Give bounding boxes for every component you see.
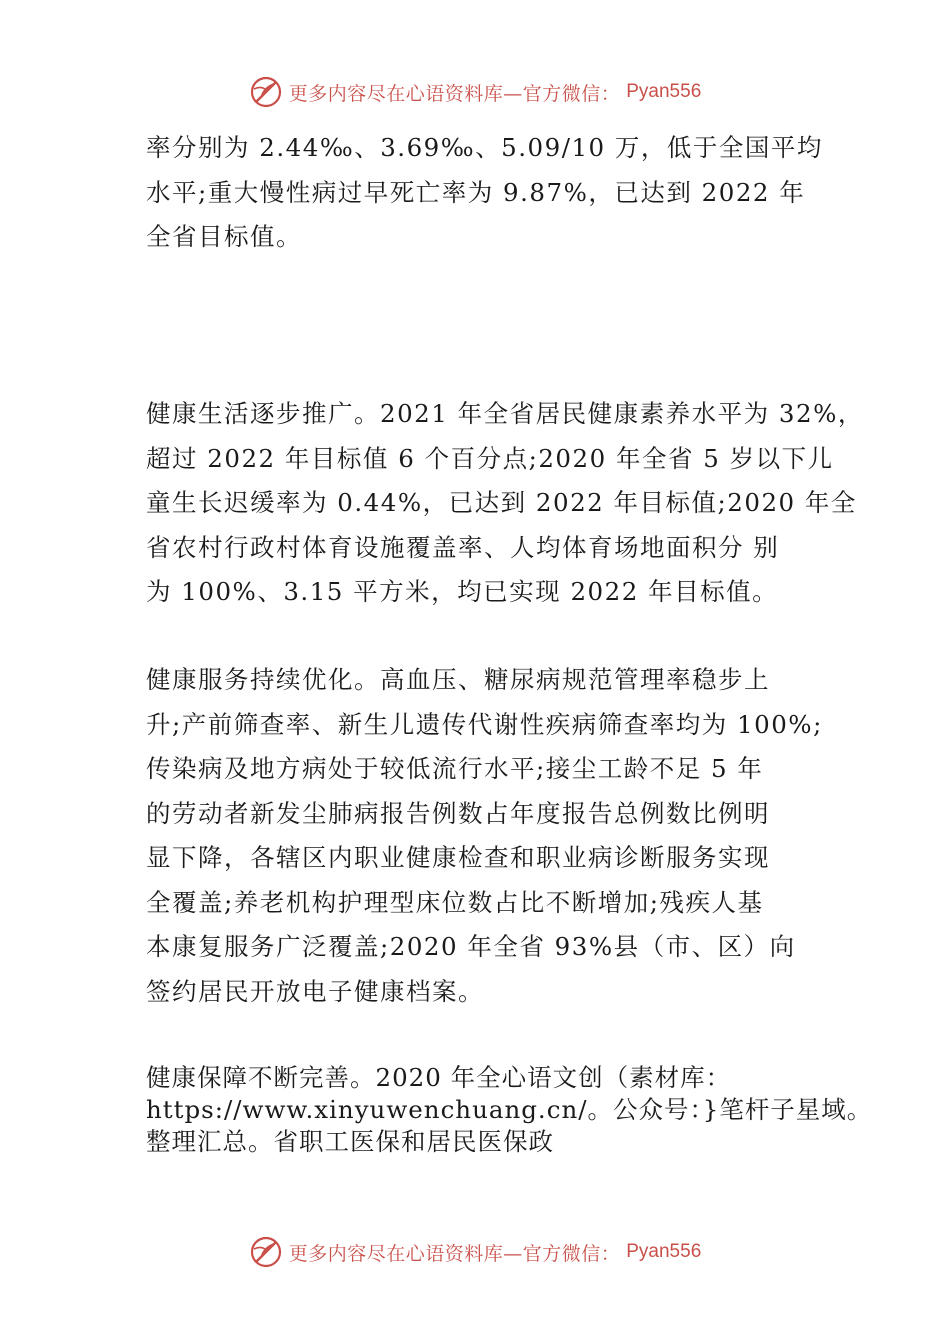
paragraph-2 [146,392,864,615]
text-line: 健康服务持续优化。高血压、糖尿病规范管理率稳步上 [146,665,770,694]
watermark-group [249,1235,702,1269]
watermark-wechat-id: Pyan556 [626,1241,702,1262]
quill-seal-icon [249,75,283,109]
text-line: 为 100%、3.15 平方米，均已实现 2022 年目标值。 [146,577,779,606]
text-line: 升;产前筛查率、新生儿遗传代谢性疾病筛查率均为 100%; [146,709,823,739]
text-line: 本康复服务广泛覆盖;2020 年全省 93%县（市、区）向 [146,932,796,961]
paragraph-1 [146,126,846,260]
text-line: 签约居民开放电子健康档案。 [146,976,484,1006]
text-line: https://www.xinyuwenchuang.cn/。公众号：}笔杆子星域。 [146,1095,873,1124]
watermark-header-bottom [0,1232,950,1272]
watermark-text: 更多内容尽在心语资料库—官方微信： [288,82,621,105]
quill-seal-icon [249,1235,283,1269]
watermark-group [249,75,702,109]
watermark-text: 更多内容尽在心语资料库—官方微信： [288,1242,621,1265]
paragraph-4 [146,1062,873,1158]
watermark-wechat-id: Pyan556 [626,81,702,102]
text-line: 传染病及地方病处于较低流行水平;接尘工龄不足 5 年 [146,754,764,783]
text-line: 显下降，各辖区内职业健康检查和职业病诊断服务实现 [146,843,770,872]
text-line: 省农村行政村体育设施覆盖率、人均体育场地面积分 别 [146,532,780,562]
watermark-header-top [0,72,950,112]
text-line: 健康生活逐步推广。2021 年全省居民健康素养水平为 32%， [146,399,864,428]
text-line: 水平;重大慢性病过早死亡率为 9.87%，已达到 2022 年 [146,177,806,207]
text-line: 率分别为 2.44‰、3.69‰、5.09/10 万，低于全国平均 [146,133,823,162]
text-line: 整理汇总。省职工医保和居民医保政 [146,1127,554,1156]
text-line: 全覆盖;养老机构护理型床位数占比不断增加;残疾人基 [146,887,764,917]
text-line: 超过 2022 年目标值 6 个百分点;2020 年全省 5 岁以下儿 [146,443,834,473]
paragraph-3 [146,658,846,1014]
text-line: 健康保障不断完善。2020 年全心语文创（素材库： [146,1063,732,1092]
text-line: 全省目标值。 [146,222,302,251]
text-line: 的劳动者新发尘肺病报告例数占年度报告总例数比例明 [146,798,770,828]
text-line: 童生长迟缓率为 0.44%，已达到 2022 年目标值;2020 年全 [146,488,857,517]
